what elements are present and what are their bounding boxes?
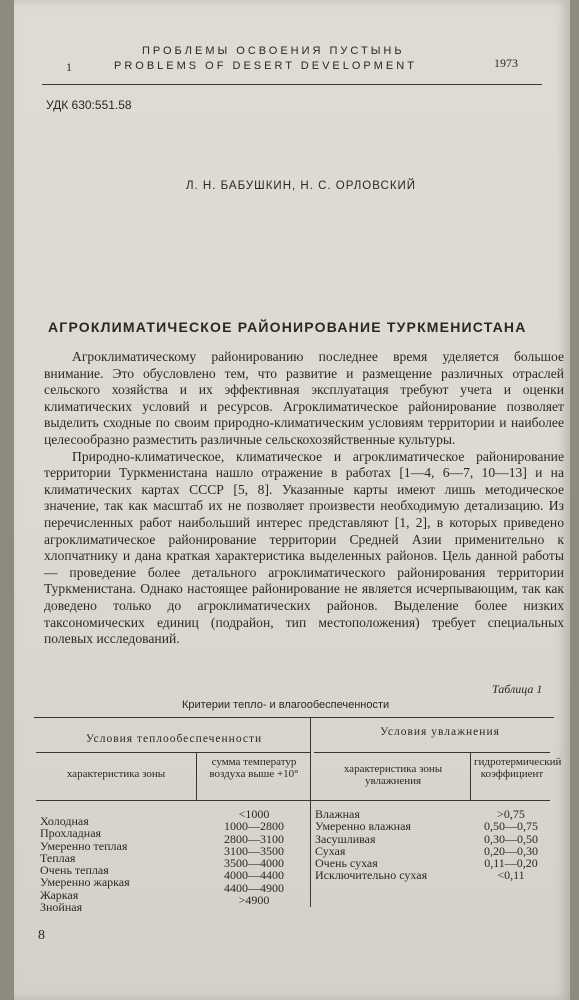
table-cell: 4000—4400 (224, 868, 284, 883)
table-cell: Прохладная (40, 826, 102, 841)
heat-subrule (36, 752, 310, 753)
document-page (14, 0, 570, 1000)
heat-zones-column (40, 815, 130, 913)
article-body (44, 349, 564, 648)
table-cell: 0,50—0,75 (484, 819, 538, 834)
moisture-subrule (314, 752, 550, 753)
page-number: 8 (38, 928, 45, 943)
table-cell: Очень теплая (40, 863, 109, 878)
article-title: АГРОКЛИМАТИЧЕСКОЕ РАЙОНИРОВАНИЕ ТУРКМЕНИСТАНА (48, 319, 527, 335)
table-cell: 4400—4900 (224, 880, 284, 895)
col-sum-temp: сумма температур воздуха выше +10° (209, 756, 299, 780)
table-title: Критерии тепло- и влагообеспеченности (182, 699, 390, 711)
header-rule (42, 84, 542, 85)
temp-sums-column (198, 808, 310, 906)
table-cell: 2800—3100 (224, 831, 284, 846)
table-cell: Умеренно жаркая (40, 875, 130, 890)
table-cell: Засушливая (315, 831, 376, 846)
header-bottom-rule (36, 800, 550, 801)
udk-code: УДК 630:551.58 (46, 98, 132, 112)
table-cell: Очень сухая (315, 856, 378, 871)
journal-title-en: PROBLEMS OF DESERT DEVELOPMENT (114, 60, 417, 72)
table-top-rule (34, 717, 554, 718)
table-cell: Теплая (40, 850, 76, 865)
table-divider (310, 717, 311, 907)
journal-year: 1973 (494, 56, 518, 70)
heat-col-divider (196, 752, 197, 800)
htc-column (472, 808, 550, 882)
table-cell: Исключительно сухая (315, 868, 428, 883)
table-cell: Сухая (315, 843, 346, 858)
journal-title-ru: ПРОБЛЕМЫ ОСВОЕНИЯ ПУСТЫНЬ (142, 45, 405, 57)
table-cell: >0,75 (497, 807, 525, 821)
col-zone-moisture: характеристика зоны увлажнения (343, 763, 443, 787)
table-cell: Жаркая (40, 887, 79, 902)
group-moisture-header: Условия увлажнения (380, 726, 500, 738)
table-cell: 1000—2800 (224, 819, 284, 834)
table-cell: Знойная (40, 900, 83, 915)
table-cell: 3100—3500 (224, 843, 284, 858)
table-cell: Влажная (315, 807, 360, 821)
table-cell: Холодная (40, 814, 89, 828)
table-cell: <0,11 (497, 868, 525, 883)
authors: Л. Н. БАБУШКИН, Н. С. ОРЛОВСКИЙ (186, 180, 417, 192)
col-zone-heat: характеристика зоны (66, 768, 166, 780)
table-cell: Умеренно влажная (315, 819, 411, 834)
issue-number: 1 (66, 60, 72, 74)
moisture-zones-column (315, 808, 427, 882)
paragraph-1: Агроклиматическому районированию последнее время уделяется большое внимание. Это обусловлено тем, что развитие и размещение различных отраслей сельского хозяйства и их эффективная эксплуатация требуют учета и оценки климатических условий и ресурсов. Агроклиматическое районирование позволяет выделить сходные по своим природно-климатическим условиям территории и наиболее целесообразно разместить различные сельскохозяйственные культуры. (44, 349, 564, 447)
table-cell: <1000 (238, 807, 270, 821)
table-caption: Таблица 1 (492, 682, 543, 696)
table-cell: 0,20—0,30 (484, 843, 538, 858)
group-heat-header: Условия теплообеспеченности (85, 733, 263, 745)
table-cell: 3500—4000 (224, 856, 284, 871)
table-cell: >4900 (238, 893, 270, 908)
col-htc: гидротермический коэффициент (474, 756, 562, 780)
table-cell: Умеренно теплая (40, 838, 128, 853)
paragraph-2: Природно-климатическое, климатическое и агроклиматическое районирование территории Туркменистана нашло отражение в работах [1—4, 6—7, 10—13] и на климатических картах СССР [5, 8]. Указанные карты имеют лишь методическое значение, так как масштаб их не позволяет произвести необходимую детализацию. Из перечисленных работ наибольший интерес представляют [1, 2], в которых приведено агроклиматическое районирование территории Средней Азии применительно к хлопчатнику и дана краткая характеристика выделенных районов. Цель данной работы — проведение более детального агроклиматического районирования территории Туркменистана. Однако настоящее районирование не является исчерпывающим, так как доведено только до агроклиматических районов. Выделение более низких таксономических единиц (подрайон, тип местоположения) требует специальных полевых исследований. (44, 448, 564, 647)
table-cell: 0,30—0,50 (484, 831, 538, 846)
moisture-col-divider (470, 752, 471, 800)
table-cell: 0,11—0,20 (484, 856, 538, 871)
